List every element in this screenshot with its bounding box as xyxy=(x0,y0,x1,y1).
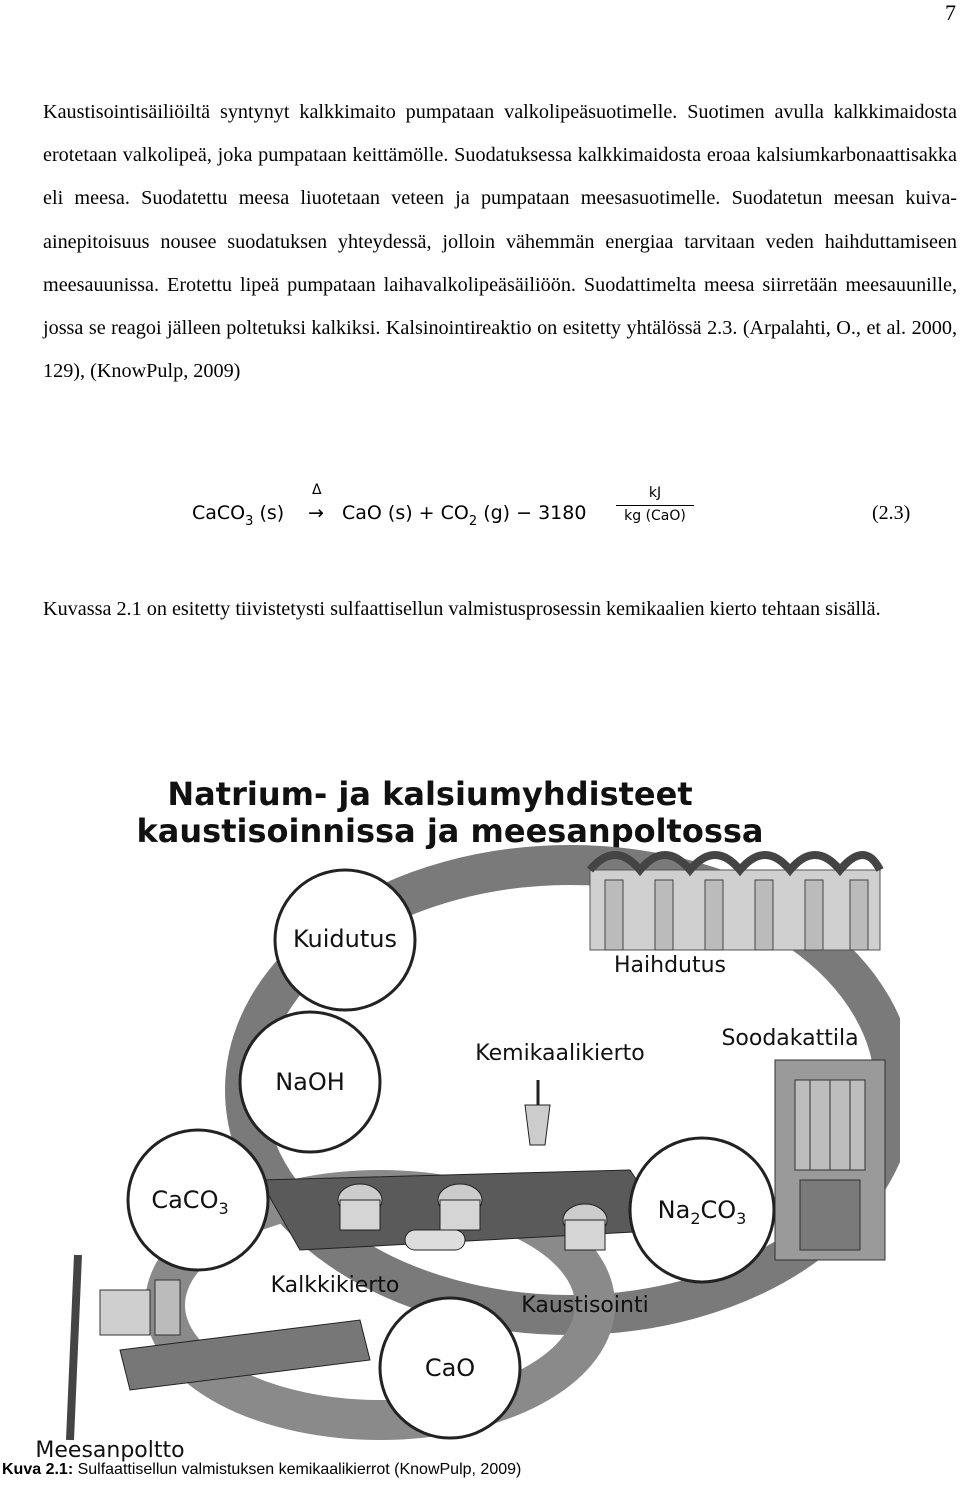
label-meesanpoltto: Meesanpoltto xyxy=(35,1438,185,1463)
node-naoh xyxy=(240,1012,380,1152)
label-kaustisointi: Kaustisointi xyxy=(521,1293,649,1318)
label-soodakattila: Soodakattila xyxy=(721,1026,859,1051)
equation-number: (2.3) xyxy=(872,502,911,524)
page-number: 7 xyxy=(945,0,956,25)
equation-reactant: CaCO$_3$ (s) xyxy=(192,502,285,529)
figure-caption xyxy=(2,1461,521,1479)
label-na2co3: $Na_2CO_3$ xyxy=(657,1196,747,1228)
caption-text: Sulfaattisellun valmistuksen kemikaalikierrot (KnowPulp, 2009) xyxy=(73,1461,522,1478)
caption-label: Kuva 2.1: xyxy=(2,1461,74,1478)
label-haihdutus: Haihdutus xyxy=(613,953,727,978)
chemical-cycle-figure xyxy=(30,760,900,1465)
node-caco3 xyxy=(128,1130,268,1270)
node-cao xyxy=(380,1298,520,1438)
paragraph-calcination xyxy=(43,91,957,393)
paragraph-text: Kuvassa 2.1 on esitetty tiivistetysti sulfaattisellun valmistusprosessin kemikaalien kierto tehtaan sisällä. xyxy=(43,598,881,620)
chemical-cycle-diagram xyxy=(30,760,900,1465)
equation-arrow: → xyxy=(308,502,324,524)
paragraph-figure-intro xyxy=(43,588,957,631)
figure-title-line1: Natrium- ja kalsiumyhdisteet xyxy=(167,775,693,813)
equation-unit-fraction: kJ kg (CaO) xyxy=(616,485,694,524)
recovery-boiler-illustration xyxy=(775,1060,885,1260)
equation-products: CaO $(s) + CO_2$ (g) − 3180 xyxy=(342,502,587,529)
paragraph-text: Kaustisointisäiliöiltä syntynyt kalkkimaito pumpataan valkolipeäsuotimelle. Suotimen avulla kalkkimaidosta erotetaan valkolipeä, joka pumpataan keittämölle. Suodatuksessa kalkkimaidosta eroaa kalsiumkarbonaattisakka eli meesa. Suodatettu meesa liuotetaan veteen ja pumpataan meesasuotimelle. Suodatetun meesan kuiva-ainepitoisuus nousee suodatuksen yhteydessä, jolloin vähemmän energiaa tarvitaan veden haihduttamiseen meesauunissa. Erotettu lipeä pumpataan laihavalkolipeäsäiliöön. Suodattimelta meesa siirretään meesauunille, jossa se reagoi jälleen poltetuksi kalkiksi. Kalsinointireaktio on esitetty yhtälössä 2.3. (Arpalahti, O., et al. 2000, 129), (KnowPulp, 2009) xyxy=(43,101,957,383)
label-naoh: NaOH xyxy=(275,1068,345,1096)
node-na2co3 xyxy=(630,1138,774,1282)
label-kalkkikierto: Kalkkikierto xyxy=(270,1273,400,1298)
equation-condition: Δ xyxy=(312,482,322,498)
equation-2-3 xyxy=(192,482,922,545)
label-caco3: CaCO$_3$ xyxy=(151,1186,229,1218)
label-cao: CaO xyxy=(424,1354,476,1382)
node-kuidutus xyxy=(275,870,415,1010)
label-kemikaalikierto: Kemikaalikierto xyxy=(475,1041,645,1066)
figure-title-line2: kaustisoinnissa ja meesanpoltossa xyxy=(136,812,764,850)
label-kuidutus: Kuidutus xyxy=(293,925,397,953)
